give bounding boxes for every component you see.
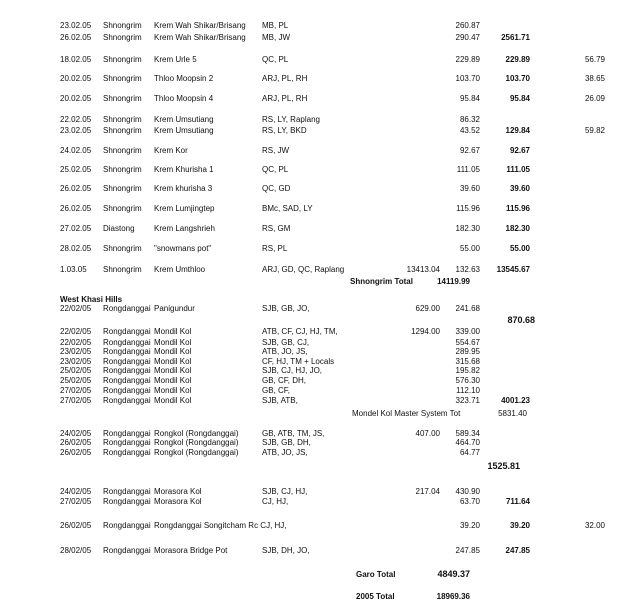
row-cave: Mondil Kol bbox=[154, 366, 192, 375]
row-cave: Mondil Kol bbox=[154, 376, 192, 385]
row-date: 27/02/05 bbox=[60, 396, 92, 405]
row-place: Rongdanggai bbox=[103, 338, 151, 347]
garo-total-label: Garo Total bbox=[356, 570, 396, 579]
row-len: 576.30 bbox=[455, 376, 480, 385]
row-pre: 629.00 bbox=[415, 304, 440, 313]
row-len: 95.84 bbox=[459, 94, 480, 103]
row-date: 27/02/05 bbox=[60, 386, 92, 395]
row-cave: Mondil Kol bbox=[154, 327, 192, 336]
garo-total-value: 4849.37 bbox=[437, 569, 470, 579]
row-date: 22/02/05 bbox=[60, 338, 92, 347]
row-extra: 56.79 bbox=[584, 55, 605, 64]
row-place: Shnongrim bbox=[103, 146, 142, 155]
row-place: Shnongrim bbox=[103, 94, 142, 103]
row-len: 589.34 bbox=[455, 429, 480, 438]
row-cave: Krem Umsutiang bbox=[154, 126, 214, 135]
row-cave: Morasora Bridge Pot bbox=[154, 546, 228, 555]
row-len: 315.68 bbox=[455, 357, 480, 366]
row-team: QC, PL bbox=[262, 165, 289, 174]
row-cave: Krem Kor bbox=[154, 146, 188, 155]
row-total: 129.84 bbox=[505, 126, 530, 135]
row-place: Shnongrim bbox=[103, 265, 142, 274]
mondel-total-label: Mondel Kol Master System Tot bbox=[352, 409, 461, 418]
row-extra: 59.82 bbox=[584, 126, 605, 135]
row-team: RS, JW bbox=[262, 146, 290, 155]
year-total-value: 18969.36 bbox=[436, 592, 470, 601]
row-place: Rongdanggai bbox=[103, 327, 151, 336]
row-team: GB, ATB, TM, JS, bbox=[262, 429, 325, 438]
row-cave: Mondil Kol bbox=[154, 396, 192, 405]
row-len: 323.71 bbox=[455, 396, 480, 405]
row-len: 63.70 bbox=[459, 497, 480, 506]
row-team: SJB, GB, JO, bbox=[262, 304, 310, 313]
row-total: 711.64 bbox=[505, 497, 530, 506]
row-total: 247.85 bbox=[505, 546, 530, 555]
row-total: 111.05 bbox=[506, 165, 530, 174]
row-place: Shnongrim bbox=[103, 184, 142, 193]
row-len: 39.60 bbox=[459, 184, 480, 193]
row-team: GB, CF, bbox=[262, 386, 291, 395]
row-pre: 13413.04 bbox=[406, 265, 440, 274]
row-total: 4001.23 bbox=[501, 396, 530, 405]
row-team: RS, LY, BKD bbox=[262, 126, 307, 135]
row-total: 39.20 bbox=[509, 521, 530, 530]
row-team: MB, JW bbox=[262, 33, 290, 42]
row-total: 2561.71 bbox=[501, 33, 530, 42]
row-team: MB, PL bbox=[262, 21, 289, 30]
row-date: 24.02.05 bbox=[60, 146, 92, 155]
row-team: SJB, DH, JO, bbox=[262, 546, 310, 555]
row-cave: Mondil Kol bbox=[154, 347, 192, 356]
row-cave: Krem Langshrieh bbox=[154, 224, 215, 233]
row-team: QC, PL bbox=[262, 55, 289, 64]
row-team: GB, CF, DH, bbox=[262, 376, 307, 385]
shnongrim-total-value: 14119.99 bbox=[437, 277, 470, 286]
row-len: 290.47 bbox=[455, 33, 480, 42]
row-team: ARJ, PL, RH bbox=[262, 94, 308, 103]
row-cave: Mondil Kol bbox=[154, 357, 192, 366]
row-date: 25/02/05 bbox=[60, 376, 92, 385]
row-len: 132.63 bbox=[455, 265, 480, 274]
row-total: 115.96 bbox=[505, 204, 530, 213]
row-cave: Krem Khurisha 1 bbox=[154, 165, 214, 174]
row-place: Rongdanggai bbox=[103, 357, 151, 366]
row-place: Shnongrim bbox=[103, 204, 142, 213]
row-place: Rongdanggai bbox=[103, 376, 151, 385]
row-date: 26.02.05 bbox=[60, 33, 92, 42]
row-cave: Krem Wah Shikar/Brisang bbox=[154, 21, 246, 30]
row-team: ATB, JO, JS, bbox=[262, 448, 308, 457]
row-date: 22/02/05 bbox=[60, 304, 92, 313]
row-team: RS, LY, Raplang bbox=[262, 115, 320, 124]
row-cave: Mondil Kol bbox=[154, 386, 192, 395]
row-place: Rongdanggai bbox=[103, 347, 151, 356]
row-place: Rongdanggai bbox=[103, 366, 151, 375]
row-cave: Morasora Kol bbox=[154, 497, 202, 506]
row-total: 95.84 bbox=[509, 94, 530, 103]
row-pre: 407.00 bbox=[415, 429, 440, 438]
year-total-label: 2005 Total bbox=[356, 592, 395, 601]
row-cave: Krem Umthloo bbox=[154, 265, 206, 274]
row-len: 64.77 bbox=[459, 448, 480, 457]
row-team: ARJ, GD, QC, Raplang bbox=[262, 265, 345, 274]
row-pre: 217.04 bbox=[415, 487, 440, 496]
row-cave: Mondil Kol bbox=[154, 338, 192, 347]
row-len: 464.70 bbox=[455, 438, 480, 447]
shnongrim-total-label: Shnongrim Total bbox=[350, 277, 413, 286]
row-place: Shnongrim bbox=[103, 126, 142, 135]
row-place: Rongdanggai bbox=[103, 546, 151, 555]
row-cave: Rongkol (Rongdanggai) bbox=[154, 429, 239, 438]
row-total: 103.70 bbox=[505, 74, 530, 83]
row-cave: Krem khurisha 3 bbox=[154, 184, 213, 193]
row-pre: 1294.00 bbox=[411, 327, 440, 336]
row-date: 27/02/05 bbox=[60, 497, 92, 506]
row-place: Shnongrim bbox=[103, 244, 142, 253]
row-total: 92.67 bbox=[509, 146, 530, 155]
row-date: 26/02/05 bbox=[60, 448, 92, 457]
row-extra: 26.09 bbox=[584, 94, 605, 103]
row-cave: Rongkol (Rongdanggai) bbox=[154, 438, 239, 447]
row-place: Shnongrim bbox=[103, 165, 142, 174]
row-cave: Krem Urle 5 bbox=[154, 55, 197, 64]
row-place: Rongdanggai bbox=[103, 497, 151, 506]
row-date: 28.02.05 bbox=[60, 244, 92, 253]
row-len: 241.68 bbox=[455, 304, 480, 313]
row-len: 86.32 bbox=[459, 115, 480, 124]
row-len: 430.90 bbox=[455, 487, 480, 496]
row-len: 260.87 bbox=[455, 21, 480, 30]
row-len: 554.67 bbox=[455, 338, 480, 347]
row-place: Rongdanggai bbox=[103, 521, 151, 530]
row-date: 26.02.05 bbox=[60, 184, 92, 193]
row-place: Rongdanggai bbox=[103, 438, 151, 447]
row-len: 43.52 bbox=[459, 126, 480, 135]
row-team: RS, GM bbox=[262, 224, 291, 233]
row-team: BMc, SAD, LY bbox=[262, 204, 313, 213]
row-place: Shnongrim bbox=[103, 21, 142, 30]
row-date: 23.02.05 bbox=[60, 21, 92, 30]
row-place: Shnongrim bbox=[103, 74, 142, 83]
row-team: SJB, GB, CJ, bbox=[262, 338, 310, 347]
row-cave: Thloo Moopsin 2 bbox=[154, 74, 214, 83]
row-total: 229.89 bbox=[505, 55, 530, 64]
row-len: 55.00 bbox=[459, 244, 480, 253]
row-date: 27.02.05 bbox=[60, 224, 92, 233]
rongkol-total: 1525.81 bbox=[487, 461, 520, 471]
row-date: 26/02/05 bbox=[60, 438, 92, 447]
row-date: 25/02/05 bbox=[60, 366, 92, 375]
row-cave: Morasora Kol bbox=[154, 487, 202, 496]
row-team: SJB, CJ, HJ, JO, bbox=[262, 366, 323, 375]
row-cave: Krem Lumjingtep bbox=[154, 204, 215, 213]
row-cave: Thloo Moopsin 4 bbox=[154, 94, 214, 103]
row-team: SJB, CJ, HJ, bbox=[262, 487, 308, 496]
row-len: 247.85 bbox=[455, 546, 480, 555]
row-date: 22/02/05 bbox=[60, 327, 92, 336]
row-team: SJB, ATB, bbox=[262, 396, 298, 405]
row-date: 22.02.05 bbox=[60, 115, 92, 124]
row-cave: Rongdanggai Songitcham Rc CJ, HJ, bbox=[154, 521, 287, 530]
mondel-total-value: 5831.40 bbox=[498, 409, 527, 418]
row-len: 39.20 bbox=[459, 521, 480, 530]
row-date: 23.02.05 bbox=[60, 126, 92, 135]
row-len: 229.89 bbox=[455, 55, 480, 64]
row-place: Rongdanggai bbox=[103, 386, 151, 395]
row-place: Rongdanggai bbox=[103, 429, 151, 438]
row-place: Rongdanggai bbox=[103, 396, 151, 405]
row-cave: "snowmans pot" bbox=[154, 244, 212, 253]
row-len: 289.95 bbox=[455, 347, 480, 356]
row-date: 24/02/05 bbox=[60, 429, 92, 438]
row-date: 20.02.05 bbox=[60, 74, 92, 83]
row-date: 24/02/05 bbox=[60, 487, 92, 496]
row-date: 1.03.05 bbox=[60, 265, 87, 274]
row-cave: Krem Umsutiang bbox=[154, 115, 214, 124]
row-total: 39.60 bbox=[509, 184, 530, 193]
row-len: 195.82 bbox=[455, 366, 480, 375]
row-place: Shnongrim bbox=[103, 115, 142, 124]
row-cave: Rongkol (Rongdanggai) bbox=[154, 448, 239, 457]
row-date: 25.02.05 bbox=[60, 165, 92, 174]
row-extra: 32.00 bbox=[584, 521, 605, 530]
row-date: 23/02/05 bbox=[60, 357, 92, 366]
row-len: 92.67 bbox=[459, 146, 480, 155]
row-team: RS, PL bbox=[262, 244, 288, 253]
row-date: 23/02/05 bbox=[60, 347, 92, 356]
row-team: ATB, JO, JS, bbox=[262, 347, 308, 356]
row-len: 339.00 bbox=[455, 327, 480, 336]
row-date: 20.02.05 bbox=[60, 94, 92, 103]
row-team: QC, GD bbox=[262, 184, 291, 193]
row-team: ATB, CF, CJ, HJ, TM, bbox=[262, 327, 338, 336]
row-place: Diastong bbox=[103, 224, 135, 233]
row-cave: Panigundur bbox=[154, 304, 195, 313]
row-len: 115.96 bbox=[456, 204, 480, 213]
row-cave: Krem Wah Shikar/Brisang bbox=[154, 33, 246, 42]
row-total: 13545.67 bbox=[496, 265, 530, 274]
row-team: CF, HJ, TM + Locals bbox=[262, 357, 335, 366]
row-total: 182.30 bbox=[505, 224, 530, 233]
row-place: Shnongrim bbox=[103, 33, 142, 42]
row-len: 103.70 bbox=[455, 74, 480, 83]
row-len: 111.05 bbox=[456, 165, 480, 174]
row-date: 28/02/05 bbox=[60, 546, 92, 555]
row-len: 112.10 bbox=[456, 386, 480, 395]
row-place: Rongdanggai bbox=[103, 448, 151, 457]
row-place: Rongdanggai bbox=[103, 487, 151, 496]
row-place: Shnongrim bbox=[103, 55, 142, 64]
row-date: 26/02/05 bbox=[60, 521, 92, 530]
row-team: SJB, GB, DH, bbox=[262, 438, 311, 447]
row-place: Rongdanggai bbox=[103, 304, 151, 313]
row-team: CJ, HJ, bbox=[262, 497, 289, 506]
row-extra: 38.65 bbox=[584, 74, 605, 83]
panigundur-total: 870.68 bbox=[507, 315, 535, 325]
row-total: 55.00 bbox=[509, 244, 530, 253]
row-team: ARJ, PL, RH bbox=[262, 74, 308, 83]
row-date: 18.02.05 bbox=[60, 55, 92, 64]
row-date: 26.02.05 bbox=[60, 204, 92, 213]
region-heading: West Khasi Hills bbox=[60, 295, 123, 304]
row-len: 182.30 bbox=[455, 224, 480, 233]
